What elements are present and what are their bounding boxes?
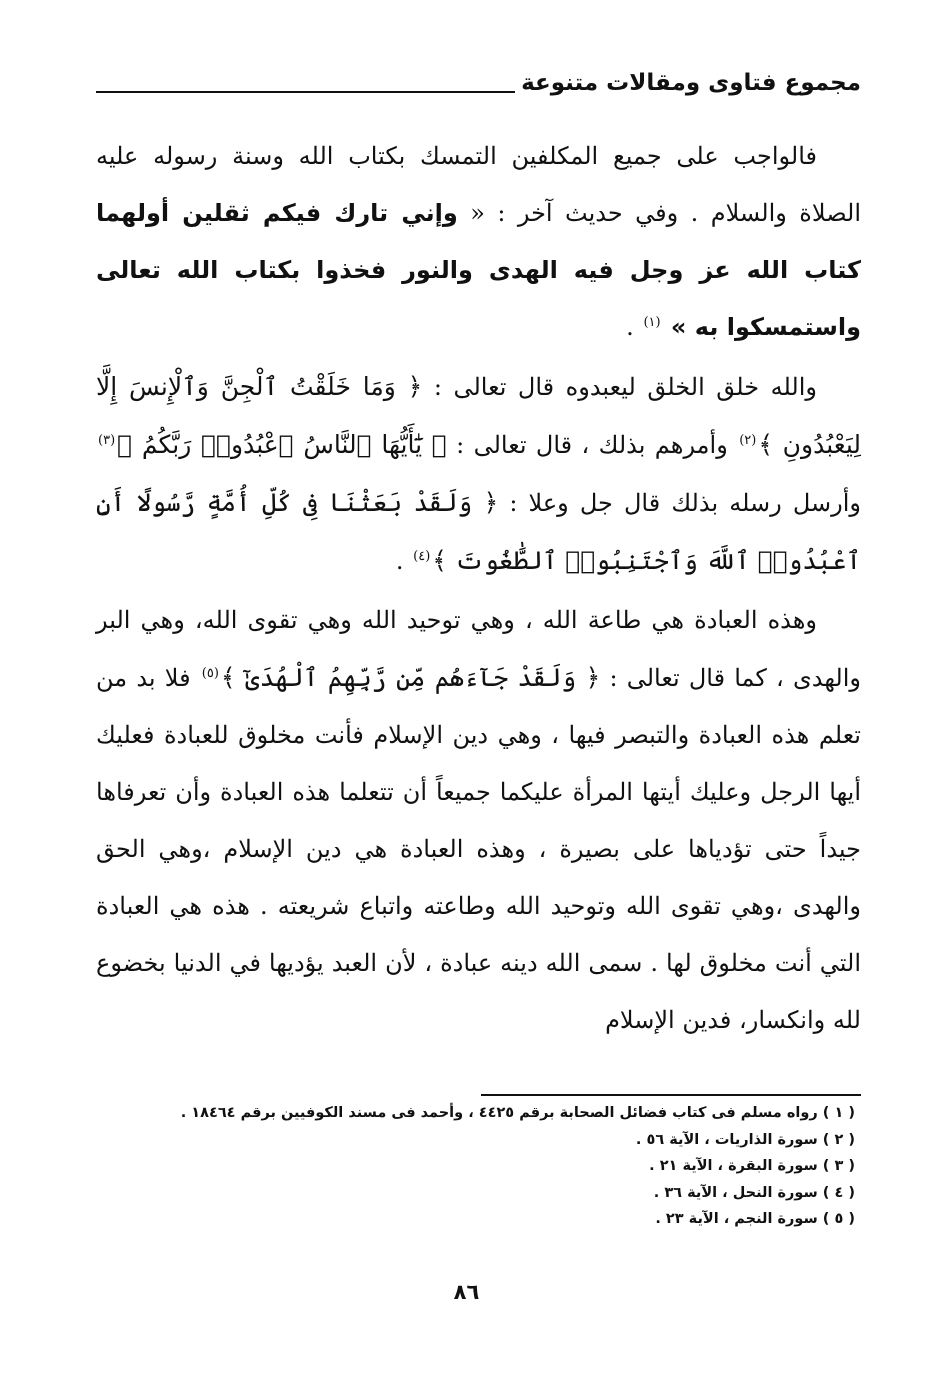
- p2-end: .: [395, 547, 412, 575]
- paragraph-3: [96, 592, 861, 1049]
- p3-text-2: فلا بد من تعلم هذه العبادة والتبصر فيها ، وهي دين الإسلام فأنت مخلوق للعبادة فعليك أيها الرجل وعليك أيتها المرأة عليكما جميعاً أن تتعلما هذه العبادة وأن تعرفاها جيداً حتى تؤدياها على بصيرة ، وهذه العبادة هي دين الإسلام ،وهي الحق والهدى ،وهي تقوى الله وتوحيد الله وطاعته واتباع شريعته . هذه هي العبادة التي أنت مخلوق لها . سمى الله دينه عبادة ، لأن العبد يؤديها في الدنيا بخضوع لله وانكسار، فدين الإسلام: [96, 664, 861, 1034]
- p3-text-1: وهذه العبادة هي طاعة الله ، وهي توحيد الله وهي تقوى الله، وهي البر والهدى ، كما قال تعالى :: [96, 606, 861, 692]
- footnote-5: ( ٥ ) سورة النجم ، الآية ٢٣ .: [655, 1211, 855, 1227]
- header-title: مجموع فتاوى ومقالات متنوعة: [521, 70, 861, 96]
- footnote-1: ( ١ ) رواه مسلم فى كتاب فضائل الصحابة برقم ٤٤٢٥ ، وأحمد فى مسند الكوفيين برقم ١٨٤٦٤ .: [180, 1105, 855, 1121]
- p2-text-1: والله خلق الخلق ليعبدوه قال تعالى :: [422, 373, 817, 401]
- footnote-separator: [481, 1094, 861, 1096]
- quran-verse-4: ﴿ وَلَقَدْ جَآءَهُم مِّن رَّبِّهِمُ ٱلْهُدَىٰٓ ﴾: [220, 663, 601, 692]
- footnote-2: ( ٢ ) سورة الذاريات ، الآية ٥٦ .: [635, 1131, 855, 1148]
- footnote-4: ( ٤ ) سورة النحل ، الآية ٣٦ .: [653, 1184, 855, 1201]
- footnote-ref-4[interactable]: (٤): [413, 549, 431, 564]
- main-text: [96, 128, 861, 1051]
- page-number: ٨٦: [453, 1280, 480, 1304]
- hadith-quote: وإني تارك فيكم ثقلين أولهما كتاب الله عز وجل فيه الهدى والنور فخذوا بكتاب الله تعالى واستمسكوا به »: [96, 199, 861, 341]
- paragraph-2: [96, 358, 861, 590]
- p1-text: فالواجب على جميع المكلفين التمسك بكتاب الله وسنة رسوله عليه الصلاة والسلام . وفي حديث آخر : «: [96, 142, 861, 227]
- quran-verse-2: ﴿ يَٰٓأَيُّهَا ٱلنَّاسُ ٱعْبُدُوا۟ رَبَّكُمُ ﴾: [117, 430, 447, 459]
- quran-verse-1: ﴿ وَمَا خَلَقْتُ ٱلْجِنَّ وَٱلْإِنسَ إِلَّا لِيَعْبُدُونِ ﴾: [96, 372, 861, 459]
- running-header: [96, 62, 861, 108]
- p2-text-2: وأمرهم بذلك ، قال تعالى :: [446, 431, 738, 459]
- footnotes: [96, 1100, 855, 1233]
- footnote-ref-1[interactable]: (١): [643, 315, 661, 330]
- quran-verse-3: ﴿ وَلَقَدْ بَعَثْنَا فِى كُلِّ أُمَّةٍ رَّسُولًا أَنِ ٱعْبُدُوا۟ ٱللَّهَ وَٱجْتَنِبُوا۟ ٱلطَّٰغُوتَ ﴾: [96, 488, 861, 575]
- p2-text-3: وأرسل رسله بذلك قال جل وعلا :: [498, 489, 861, 517]
- paragraph-1: [96, 128, 861, 356]
- footnote-ref-3[interactable]: (٣): [98, 433, 116, 448]
- footnote-ref-5[interactable]: (٥): [201, 666, 219, 681]
- footnote-ref-2[interactable]: (٢): [739, 433, 757, 448]
- footnote-3: ( ٣ ) سورة البقرة ، الآية ٢١ .: [649, 1158, 855, 1174]
- header-rule: [96, 91, 515, 93]
- p1-end: .: [626, 313, 642, 341]
